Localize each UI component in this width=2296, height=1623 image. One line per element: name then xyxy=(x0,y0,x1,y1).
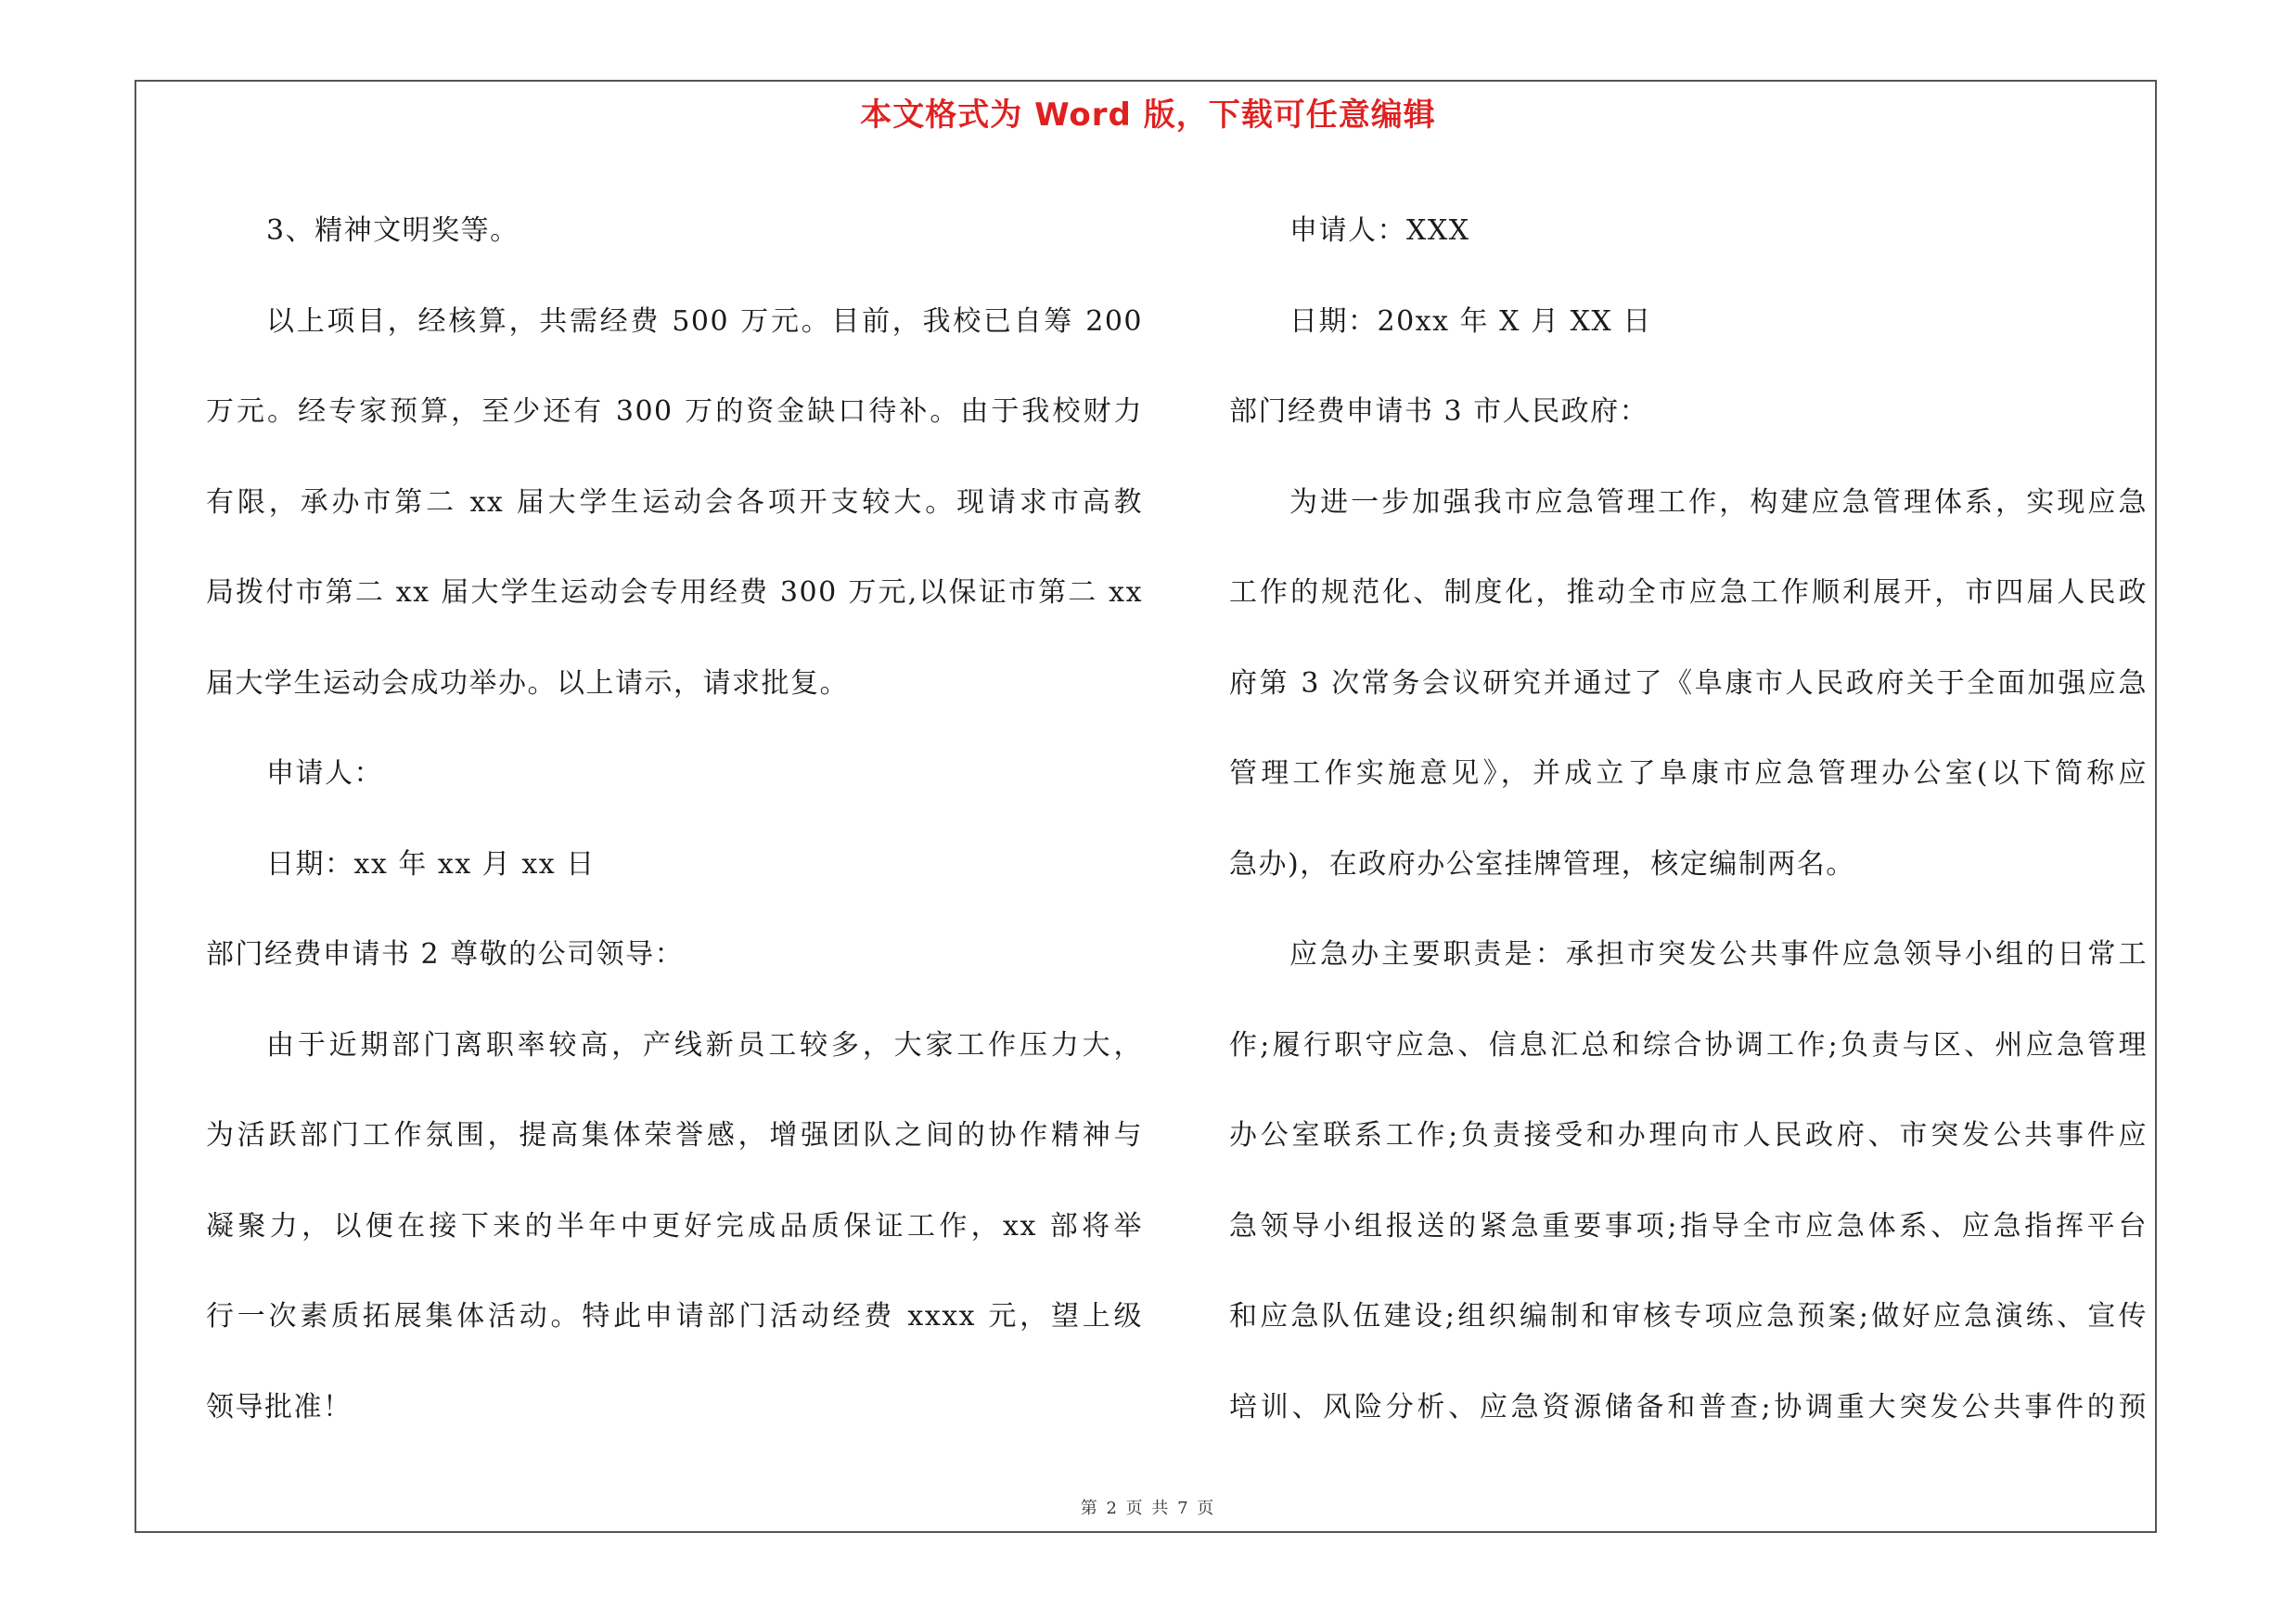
format-banner: 本文格式为 Word 版，下载可任意编辑 xyxy=(860,97,1436,134)
text-line: 日期：20xx 年 X 月 XX 日 xyxy=(1289,304,1652,338)
text-line: 有限，承办市第二 xx 届大学生运动会各项开支较大。现请求市高教 xyxy=(206,485,1143,519)
text-line: 日期：xx 年 xx 月 xx 日 xyxy=(266,847,596,881)
text-line: 申请人：XXX xyxy=(1289,214,1470,247)
text-line: 万元。经专家预算，至少还有 300 万的资金缺口待补。由于我校财力 xyxy=(206,395,1143,428)
text-line: 为活跃部门工作氛围，提高集体荣誉感，增强团队之间的协作精神与 xyxy=(206,1119,1143,1152)
text-line: 培训、风险分析、应急资源储备和普查;协调重大突发公共事件的预 xyxy=(1229,1390,2148,1423)
text-line: 应急办主要职责是：承担市突发公共事件应急领导小组的日常工 xyxy=(1289,938,2148,971)
text-line: 急办)，在政府办公室挂牌管理，核定编制两名。 xyxy=(1229,847,1855,881)
text-line: 部门经费申请书 2 尊敬的公司领导： xyxy=(206,938,685,971)
text-line: 为进一步加强我市应急管理工作，构建应急管理体系，实现应急 xyxy=(1289,485,2148,519)
left-text-column xyxy=(206,186,1143,1452)
text-line: 部门经费申请书 3 市人民政府： xyxy=(1229,395,1649,428)
text-line: 3、精神文明奖等。 xyxy=(266,214,519,247)
text-line: 管理工作实施意见》，并成立了阜康市应急管理办公室(以下简称应 xyxy=(1229,757,2148,790)
text-line: 急领导小组报送的紧急重要事项;指导全市应急体系、应急指挥平台 xyxy=(1229,1209,2148,1243)
text-line: 工作的规范化、制度化，推动全市应急工作顺利展开，市四届人民政 xyxy=(1229,576,2148,609)
text-line: 届大学生运动会成功举办。以上请示，请求批复。 xyxy=(206,666,849,700)
text-line: 申请人： xyxy=(266,757,383,790)
text-line: 办公室联系工作;负责接受和办理向市人民政府、市突发公共事件应 xyxy=(1229,1119,2148,1152)
right-text-column xyxy=(1229,186,2148,1452)
text-line: 府第 3 次常务会议研究并通过了《阜康市人民政府关于全面加强应急 xyxy=(1229,666,2148,700)
text-line: 凝聚力，以便在接下来的半年中更好完成品质保证工作，xx 部将举 xyxy=(206,1209,1143,1243)
text-line: 以上项目，经核算，共需经费 500 万元。目前，我校已自筹 200 xyxy=(266,304,1143,338)
text-line: 由于近期部门离职率较高，产线新员工较多，大家工作压力大， xyxy=(266,1028,1143,1062)
text-line: 作;履行职守应急、信息汇总和综合协调工作;负责与区、州应急管理 xyxy=(1229,1028,2148,1062)
text-line: 局拨付市第二 xx 届大学生运动会专用经费 300 万元,以保证市第二 xx xyxy=(206,576,1143,609)
text-line: 领导批准！ xyxy=(206,1390,353,1423)
text-line: 行一次素质拓展集体活动。特此申请部门活动经费 xxxx 元，望上级 xyxy=(206,1300,1143,1333)
page-number-footer: 第 2 页 共 7 页 xyxy=(1080,1499,1216,1518)
text-line: 和应急队伍建设;组织编制和审核专项应急预案;做好应急演练、宣传 xyxy=(1229,1300,2148,1333)
